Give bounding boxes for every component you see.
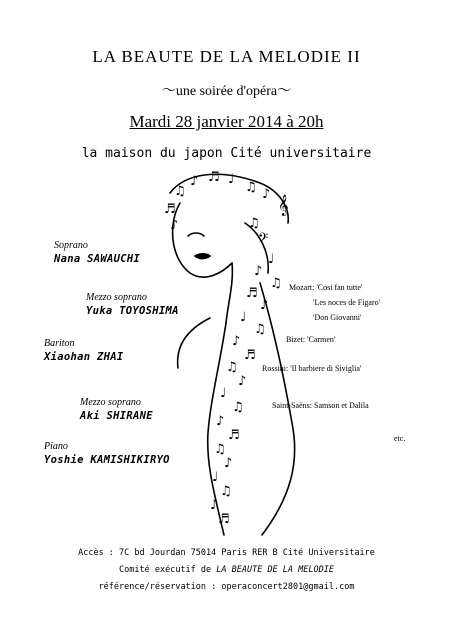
repertoire-item: Mozart: 'Cosi fan tutte' — [289, 283, 363, 292]
note-icon: ♪ — [216, 414, 225, 429]
performer-role: Piano — [44, 441, 68, 452]
bass-clef-icon: 𝄢 — [258, 230, 269, 249]
note-icon: ♪ — [254, 264, 263, 279]
repertoire-etc: etc. — [394, 434, 406, 443]
lips — [195, 254, 210, 259]
face-outline — [173, 203, 232, 277]
performer-name: Yuka TOYOSHIMA — [86, 305, 179, 317]
committee-info — [0, 565, 453, 575]
performer-role: Mezzo soprano — [86, 292, 147, 303]
woman-silhouette-illustration — [150, 163, 320, 543]
note-icon: ♩ — [220, 386, 227, 401]
access-info: Accès : 7C bd Jourdan 75014 Paris RER B Cité Universitaire — [78, 548, 375, 558]
note-icon: ♬ — [164, 202, 176, 217]
poster-subtitle: 〜une soirée d'opéra〜 — [161, 84, 292, 99]
note-icon: ♪ — [210, 498, 219, 513]
event-date: Mardi 28 janvier 2014 à 20h — [129, 112, 324, 131]
note-icon: ♬ — [218, 512, 230, 527]
repertoire-item: Rossini: 'Il barbiere di Siviglia' — [262, 364, 362, 373]
committee-prefix: Comité exécutif de — [119, 565, 217, 575]
committee-name: LA BEAUTE DE LA MELODIE — [216, 565, 334, 575]
note-icon: ♪ — [238, 374, 247, 389]
note-icon: ♫ — [174, 184, 186, 199]
note-icon: ♪ — [170, 218, 179, 233]
note-icon: ♫ — [214, 442, 226, 457]
note-icon: ♫ — [220, 484, 232, 499]
note-icon: ♫ — [254, 322, 266, 337]
note-icon: ♩ — [240, 310, 247, 325]
note-icon: ♩ — [228, 172, 235, 187]
note-icon: ♫ — [248, 216, 260, 231]
event-venue: la maison du japon Cité universitaire — [81, 146, 372, 161]
note-icon: ♪ — [190, 174, 199, 189]
shoulder-line — [178, 318, 210, 368]
note-icon: ♬ — [244, 348, 256, 363]
performer-role: Bariton — [44, 338, 75, 349]
note-icon: ♫ — [232, 400, 244, 415]
performer-name: Yoshie KAMISHIKIRYO — [44, 454, 170, 466]
note-icon: ♬ — [246, 286, 258, 301]
performer-name: Xiaohan ZHAI — [44, 351, 124, 363]
note-icon: ♩ — [268, 252, 275, 267]
note-icon: ♫ — [226, 360, 238, 375]
note-icon: ♫ — [270, 276, 282, 291]
repertoire-item: Bizet: 'Carmen' — [286, 335, 336, 344]
performer-role: Mezzo soprano — [80, 397, 141, 408]
eye — [188, 233, 204, 236]
treble-clef-icon: 𝄞 — [278, 195, 289, 216]
repertoire-item: 'Don Giovanni' — [313, 313, 362, 322]
performer-name: Nana SAWAUCHI — [54, 253, 141, 265]
note-icon: ♬ — [228, 428, 240, 443]
note-icon: ♬ — [208, 170, 220, 185]
performer-name: Aki SHIRANE — [80, 410, 153, 422]
repertoire-item: 'Les noces de Figaro' — [313, 298, 381, 307]
reservation-info: référence/réservation : operaconcert2801@gmail.com — [98, 582, 355, 592]
note-icon: ♪ — [260, 298, 269, 313]
note-icon: ♪ — [262, 187, 271, 202]
neck-line — [226, 263, 232, 323]
note-icon: ♪ — [224, 456, 233, 471]
note-icon: ♪ — [232, 334, 241, 349]
performer-role: Soprano — [54, 240, 88, 251]
note-icon: ♫ — [245, 180, 257, 195]
repertoire-item: Saint-Saëns: Samson et Dalila — [272, 401, 369, 410]
note-icon: ♩ — [212, 470, 219, 485]
poster-title: LA BEAUTE DE LA MELODIE II — [92, 47, 361, 66]
music-notes-group — [164, 170, 289, 527]
